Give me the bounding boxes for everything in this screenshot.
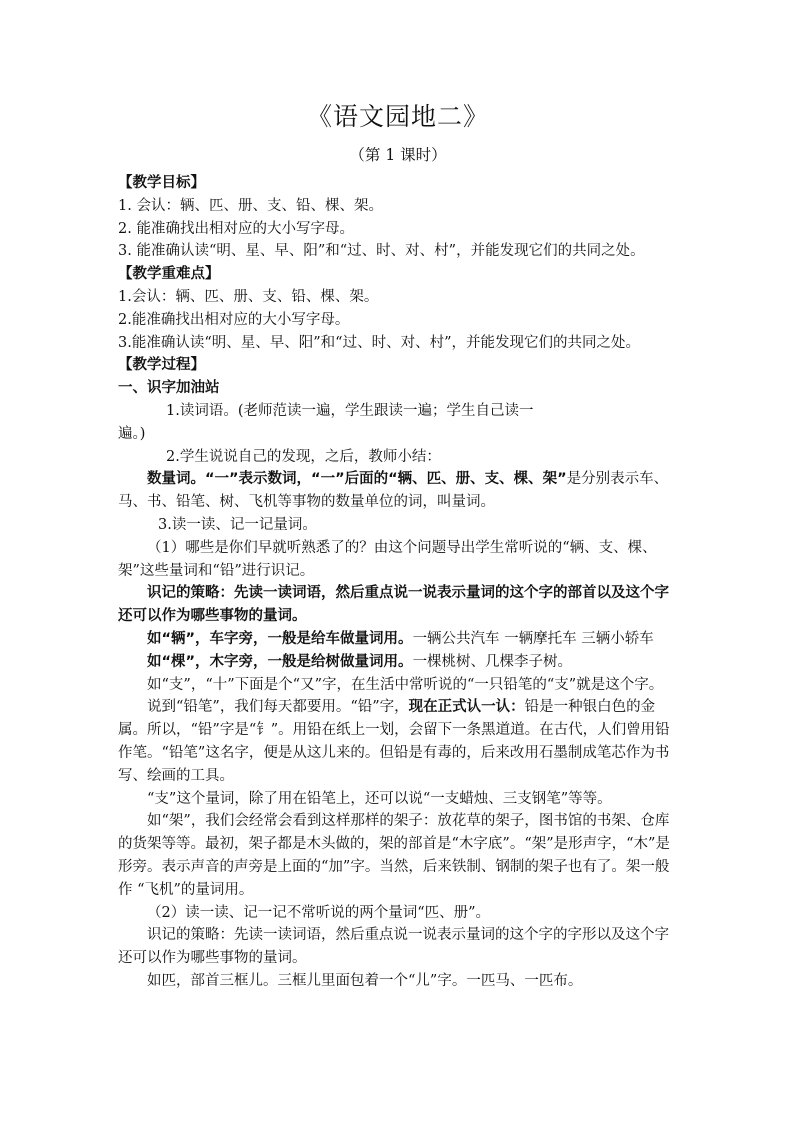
qian-bold: 现在正式认一认： xyxy=(408,699,525,716)
measure-word-text: 是分别表示车、马、书、铅笔、树、飞机等事物的数量单位的词，叫量词。 xyxy=(118,471,669,511)
page-title: 《语文园地二》 xyxy=(306,102,489,131)
liang-paragraph xyxy=(118,628,678,651)
key-points-heading: 【教学重难点】 xyxy=(118,266,220,283)
ke-bold: 如“棵”，木字旁，一般是给树做量词用。 xyxy=(147,653,413,670)
key-point-item: 2.能准确找出相对应的大小写字母。 xyxy=(118,311,350,328)
key-point-item: 1.会认：辆、匹、册、支、铅、棵、架。 xyxy=(118,288,379,305)
liang-examples: 一辆公共汽车 一辆摩托车 三辆小轿车 xyxy=(412,630,654,647)
strategy-2: 识记的策略：先读一读词语，然后重点说一说表示量词的这个字的字形以及这个字还可以作为哪些事物的量词。 xyxy=(118,927,669,967)
zhi-usage-paragraph: “支”这个量词，除了用在铅笔上，还可以说“一支蜡烛、三支钢笔”等等。 xyxy=(147,790,612,807)
page-subtitle: （第 1 课时） xyxy=(349,146,447,164)
qian-text: 铅是一种银白色的金属。所以，“铅”字是“钅”。用铅在纸上一划，会留下一条黑道道。在古代，人们曾用铅作笔。“铅笔”这名字，便是从这儿来的。但铅是有毒的，后来改用石墨制成笔芯作为书写、绘画的工具。 xyxy=(118,699,670,784)
question-2: （2）读一读、记一记不常听说的两个量词“匹、册”。 xyxy=(147,904,491,921)
step-3: 3.读一读、记一记量词。 xyxy=(158,516,317,533)
goal-item: 3. 能准确认读“明、星、早、阳”和“过、时、对、村”，并能发现它们的共同之处。 xyxy=(118,243,645,260)
measure-word-bold: 数量词。“一”表示数词，“一”后面的“辆、匹、册、支、棵、架” xyxy=(147,471,567,488)
process-heading: 【教学过程】 xyxy=(118,357,205,374)
section-heading: 一、识字加油站 xyxy=(118,380,220,397)
step-2: 2.学生说说自己的发现，之后，教师小结： xyxy=(166,448,441,465)
goals-heading: 【教学目标】 xyxy=(118,175,205,191)
strategy-1: 识记的策略：先读一读词语，然后重点说一说表示量词的这个字的部首以及这个字还可以作为哪些事物的量词。 xyxy=(118,585,669,625)
qian-paragraph xyxy=(118,696,678,787)
goal-item: 2. 能准确找出相对应的大小写字母。 xyxy=(118,220,354,237)
key-point-item: 3.能准确认读“明、星、早、阳”和“过、时、对、村”，并能发现它们的共同之处。 xyxy=(118,334,640,351)
jia-paragraph: 如“架”，我们会经常会看到这样那样的架子：放花草的架子，图书馆的书架、仓库的货架等等。最初，架子都是木头做的，架的部首是“木字底”。“架”是形声字，“木”是形旁。表示声音的声旁是上面的“加”字。当然，后来铁制、钢制的架子也有了。架一般作 “飞机”的量词用。 xyxy=(118,813,670,898)
liang-bold: 如“辆”，车字旁，一般是给车做量词用。 xyxy=(147,630,413,647)
step-1-continuation: 遍。) xyxy=(118,425,146,442)
measure-word-summary xyxy=(118,468,678,514)
goal-item: 1. 会认：辆、匹、册、支、铅、棵、架。 xyxy=(118,197,383,214)
document-page xyxy=(118,100,678,993)
question-1: （1）哪些是你们早就听熟悉了的？由这个问题导出学生常听说的“辆、支、棵、架”这些量词和“铅”进行识记。 xyxy=(118,539,657,579)
zhi-paragraph: 如“支”，“十”下面是个“又”字，在生活中常听说的“一只铅笔的“支”就是这个字。 xyxy=(147,676,664,693)
step-1-line: 1.读词语。(老师范读一遍，学生跟读一遍；学生自己读一 xyxy=(166,402,534,419)
ke-paragraph xyxy=(118,651,678,674)
pi-paragraph: 如匹，部首三框儿。三框儿里面包着一个“儿”字。一匹马、一匹布。 xyxy=(147,972,583,989)
ke-examples: 一棵桃树、几棵李子树。 xyxy=(412,653,573,670)
qian-intro: 说到“铅笔”，我们每天都要用。“铅”字， xyxy=(147,699,409,716)
